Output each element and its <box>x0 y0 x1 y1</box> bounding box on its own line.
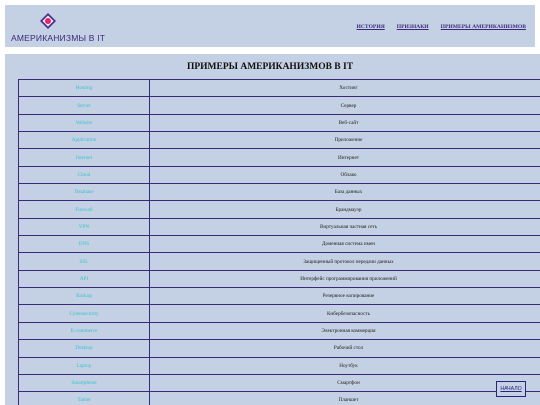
term-english-cell: Website <box>19 114 150 131</box>
table-row <box>19 201 540 218</box>
term-russian-cell: Планшет <box>150 392 540 405</box>
term-english-cell: Tablet <box>19 392 150 405</box>
term-english-cell: Cloud <box>19 166 150 183</box>
term-english-cell: Smartphone <box>19 374 150 391</box>
table-row <box>19 374 540 391</box>
term-russian-cell: Электронная коммерция <box>150 322 540 339</box>
nav-link-features[interactable]: ПРИЗНАКИ <box>396 24 429 30</box>
term-english-cell: Backup <box>19 288 150 305</box>
term-english-cell: API <box>19 270 150 287</box>
table-row <box>19 80 540 97</box>
term-russian-cell: Виртуальная частная сеть <box>150 218 540 235</box>
term-russian-cell: Интерфейс программирования приложений <box>150 270 540 287</box>
table-row <box>19 114 540 131</box>
nav-link-examples[interactable]: ПРИМЕРЫ АМЕРИКАНИЗМОВ <box>440 24 526 30</box>
examples-section <box>5 54 540 405</box>
diamond-logo-icon <box>40 13 56 29</box>
term-english-cell: Server <box>19 97 150 114</box>
table-row <box>19 357 540 374</box>
table-row <box>19 149 540 166</box>
table-row <box>19 305 540 322</box>
term-russian-cell: Облако <box>150 166 540 183</box>
term-russian-cell: Брандмауэр <box>150 201 540 218</box>
table-row <box>19 288 540 305</box>
term-english-cell: Firewall <box>19 201 150 218</box>
logo-text: АМЕРИКАНИЗМЫ В IT <box>11 33 106 43</box>
term-russian-cell: Защищенный протокол передачи данных <box>150 253 540 270</box>
term-russian-cell: Сервер <box>150 97 540 114</box>
term-russian-cell: Смартфон <box>150 374 540 391</box>
table-row <box>19 270 540 287</box>
term-english-cell: Laptop <box>19 357 150 374</box>
term-russian-cell: Доменная система имен <box>150 236 540 253</box>
term-english-cell: VPN <box>19 218 150 235</box>
term-russian-cell: Приложение <box>150 132 540 149</box>
term-english-cell: Cybersecurity <box>19 305 150 322</box>
table-row <box>19 132 540 149</box>
table-row <box>19 392 540 405</box>
term-english-cell: DNS <box>19 236 150 253</box>
back-to-top-button[interactable]: НАЧАЛО <box>496 381 526 397</box>
term-russian-cell: Веб-сайт <box>150 114 540 131</box>
term-russian-cell: Интернет <box>150 149 540 166</box>
table-row <box>19 218 540 235</box>
term-russian-cell: Рабочий стол <box>150 340 540 357</box>
term-english-cell: Internet <box>19 149 150 166</box>
term-english-cell: E-commerce <box>19 322 150 339</box>
table-row <box>19 253 540 270</box>
site-header <box>5 5 535 47</box>
term-russian-cell: Хостинг <box>150 80 540 97</box>
term-english-cell: Hosting <box>19 80 150 97</box>
table-row <box>19 166 540 183</box>
term-english-cell: SSL <box>19 253 150 270</box>
main-nav <box>357 24 526 30</box>
term-english-cell: Application <box>19 132 150 149</box>
term-russian-cell: Ноутбук <box>150 357 540 374</box>
site-logo[interactable] <box>9 11 106 45</box>
term-english-cell: Desktop <box>19 340 150 357</box>
table-row <box>19 236 540 253</box>
table-row <box>19 322 540 339</box>
term-russian-cell: Резервное копирование <box>150 288 540 305</box>
table-row <box>19 340 540 357</box>
term-russian-cell: Кибербезопасность <box>150 305 540 322</box>
page-title: ПРИМЕРЫ АМЕРИКАНИЗМОВ В IT <box>186 62 354 72</box>
table-row <box>19 184 540 201</box>
term-english-cell: Database <box>19 184 150 201</box>
terms-table <box>18 79 540 405</box>
nav-link-history[interactable]: ИСТОРИЯ <box>356 24 385 30</box>
term-russian-cell: База данных <box>150 184 540 201</box>
table-row <box>19 97 540 114</box>
